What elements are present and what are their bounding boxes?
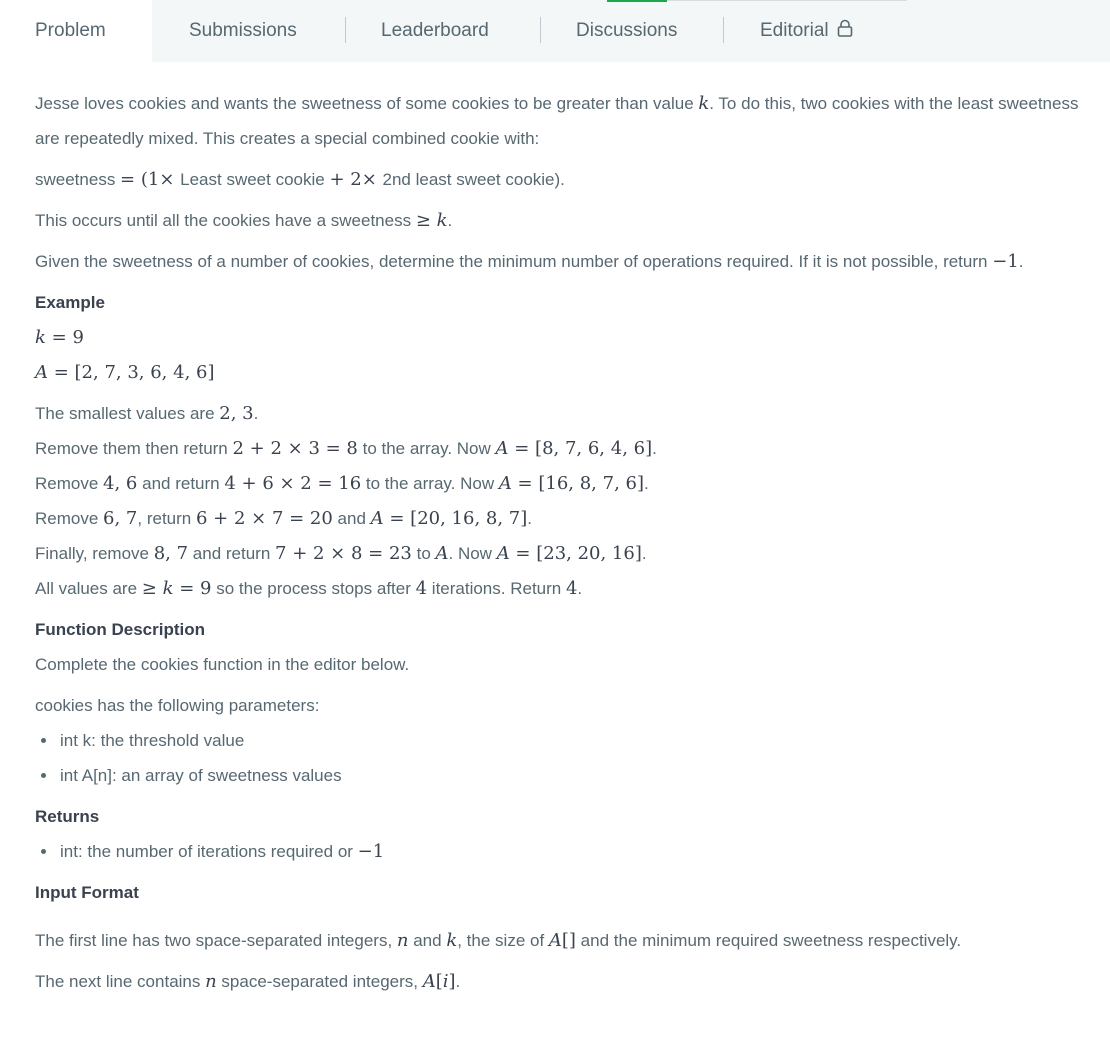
top-divider bbox=[667, 0, 907, 1]
tab-discussions[interactable]: Discussions bbox=[576, 20, 678, 41]
tab-bar bbox=[0, 0, 1110, 62]
top-indicator bbox=[607, 0, 667, 2]
input-format-heading: Input Format bbox=[35, 883, 139, 902]
lock-icon bbox=[837, 19, 853, 37]
function-description-heading: Function Description bbox=[35, 620, 205, 639]
intro-paragraph: Jesse loves cookies and wants the sweetness of some cookies to be greater than value k. To do this, two cookies with the least sweetness are repeatedly mixed. This creates a special combined cookie with: bbox=[35, 93, 1079, 148]
input-format-line-1: The first line has two space-separated integers, n and k, the size of A[] and the minimum required sweetness respectively. bbox=[35, 930, 962, 951]
tab-separator bbox=[345, 17, 346, 43]
example-step-4: Remove 6, 7, return 6 + 2 × 7 = 20 and A = [20, 16, 8, 7]. bbox=[35, 508, 532, 529]
function-description-text: Complete the cookies function in the editor below. bbox=[35, 655, 410, 674]
list-item: int A[n]: an array of sweetness values bbox=[35, 758, 1095, 793]
tab-separator bbox=[540, 17, 541, 43]
tab-problem[interactable]: Problem bbox=[35, 20, 106, 41]
example-step-1: The smallest values are 2, 3. bbox=[35, 403, 259, 424]
example-step-5: Finally, remove 8, 7 and return 7 + 2 × 8 = 23 to A. Now A = [23, 20, 16]. bbox=[35, 543, 647, 564]
list-item: int k: the threshold value bbox=[35, 723, 1095, 758]
returns-list bbox=[35, 834, 1095, 869]
tab-submissions[interactable]: Submissions bbox=[189, 20, 297, 41]
tab-editorial-label: Editorial bbox=[760, 20, 829, 41]
list-item: int: the number of iterations required or −1 bbox=[35, 834, 1095, 869]
example-heading: Example bbox=[35, 293, 105, 312]
example-step-3: Remove 4, 6 and return 4 + 6 × 2 = 16 to the array. Now A = [16, 8, 7, 6]. bbox=[35, 473, 649, 494]
given-paragraph: Given the sweetness of a number of cookies, determine the minimum number of operations required. If it is not possible, return −1. bbox=[35, 251, 1024, 272]
example-k: k = 9 bbox=[35, 327, 84, 348]
tab-leaderboard[interactable]: Leaderboard bbox=[381, 20, 489, 41]
input-format-line-2: The next line contains n space-separated integers, A[i]. bbox=[35, 971, 461, 992]
formula-line: sweetness = (1× Least sweet cookie + 2× 2nd least sweet cookie). bbox=[35, 169, 565, 190]
tab-editorial[interactable] bbox=[760, 18, 853, 44]
parameters-intro: cookies has the following parameters: bbox=[35, 696, 320, 715]
problem-statement bbox=[35, 86, 1095, 999]
example-step-2: Remove them then return 2 + 2 × 3 = 8 to the array. Now A = [8, 7, 6, 4, 6]. bbox=[35, 438, 657, 459]
until-line: This occurs until all the cookies have a sweetness ≥ k. bbox=[35, 210, 453, 231]
example-a: A = [2, 7, 3, 6, 4, 6] bbox=[35, 362, 215, 383]
returns-heading: Returns bbox=[35, 807, 100, 826]
parameters-list bbox=[35, 723, 1095, 793]
example-step-6: All values are ≥ k = 9 so the process stops after 4 iterations. Return 4. bbox=[35, 578, 583, 599]
tab-separator bbox=[723, 17, 724, 43]
